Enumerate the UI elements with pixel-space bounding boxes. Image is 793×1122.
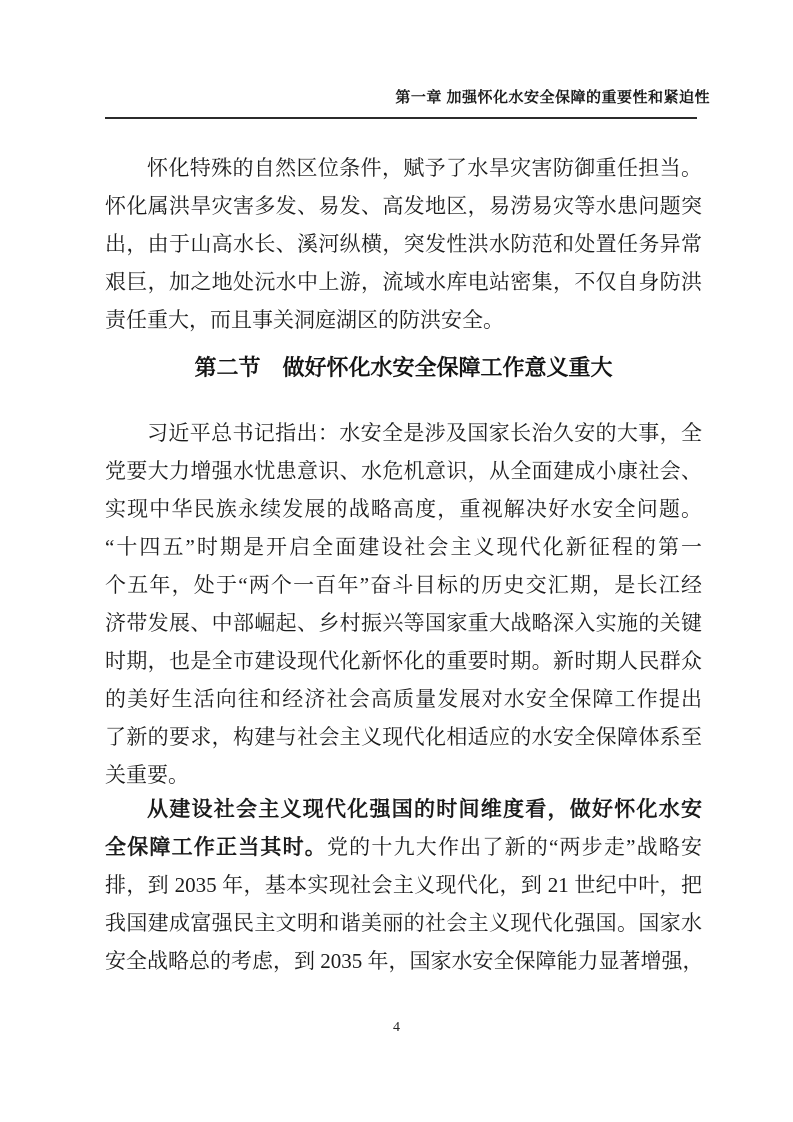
paragraph-line: 怀化特殊的自然区位条件，赋予了水旱灾害防御重任担当。 bbox=[147, 156, 702, 180]
paragraph-line: 出，由于山高水长、溪河纵横，突发性洪水防范和处置任务异常 bbox=[105, 232, 702, 256]
paragraph-line: “十四五”时期是开启全面建设社会主义现代化新征程的第一 bbox=[105, 535, 702, 559]
paragraph-line: 个五年，处于“两个一百年”奋斗目标的历史交汇期，是长江经 bbox=[105, 573, 702, 597]
paragraph-line: 我国建成富强民主文明和谐美丽的社会主义现代化强国。国家水 bbox=[105, 911, 702, 935]
header-rule-divider bbox=[105, 117, 697, 119]
paragraph-line: 了新的要求，构建与社会主义现代化相适应的水安全保障体系至 bbox=[105, 725, 702, 749]
paragraph-2 bbox=[105, 414, 702, 794]
paragraph-3 bbox=[105, 790, 702, 980]
paragraph-line: 党要大力增强水忧患意识、水危机意识，从全面建成小康社会、 bbox=[105, 459, 702, 483]
paragraph-line: 时期，也是全市建设现代化新怀化的重要时期。新时期人民群众 bbox=[105, 649, 702, 673]
paragraph-1 bbox=[105, 149, 702, 339]
paragraph-line-mixed bbox=[105, 828, 702, 866]
paragraph-line: 责任重大，而且事关洞庭湖区的防洪安全。 bbox=[105, 308, 504, 332]
paragraph-line: 安全战略总的考虑，到 2035 年，国家水安全保障能力显著增强， bbox=[105, 949, 704, 973]
bold-lead-text: 全保障工作正当其时。 bbox=[105, 835, 327, 859]
section-heading: 第二节 做好怀化水安全保障工作意义重大 bbox=[194, 355, 613, 380]
chapter-running-header: 第一章 加强怀化水安全保障的重要性和紧迫性 bbox=[395, 89, 710, 106]
regular-text: 党的十九大作出了新的“两步走”战略安 bbox=[326, 835, 702, 859]
paragraph-line: 怀化属洪旱灾害多发、易发、高发地区，易涝易灾等水患问题突 bbox=[105, 194, 702, 218]
paragraph-line: 济带发展、中部崛起、乡村振兴等国家重大战略深入实施的关键 bbox=[105, 611, 702, 635]
paragraph-line-bold: 从建设社会主义现代化强国的时间维度看，做好怀化水安 bbox=[147, 797, 702, 821]
paragraph-line: 关重要。 bbox=[105, 763, 189, 787]
paragraph-line: 艰巨，加之地处沅水中上游，流域水库电站密集，不仅自身防洪 bbox=[105, 270, 702, 294]
paragraph-line: 的美好生活向往和经济社会高质量发展对水安全保障工作提出 bbox=[105, 687, 702, 711]
paragraph-line: 习近平总书记指出：水安全是涉及国家长治久安的大事，全 bbox=[147, 421, 702, 445]
paragraph-line: 排，到 2035 年，基本实现社会主义现代化，到 21 世纪中叶，把 bbox=[105, 873, 702, 897]
paragraph-line: 实现中华民族永续发展的战略高度，重视解决好水安全问题。 bbox=[105, 497, 702, 521]
page-number: 4 bbox=[393, 1020, 400, 1035]
